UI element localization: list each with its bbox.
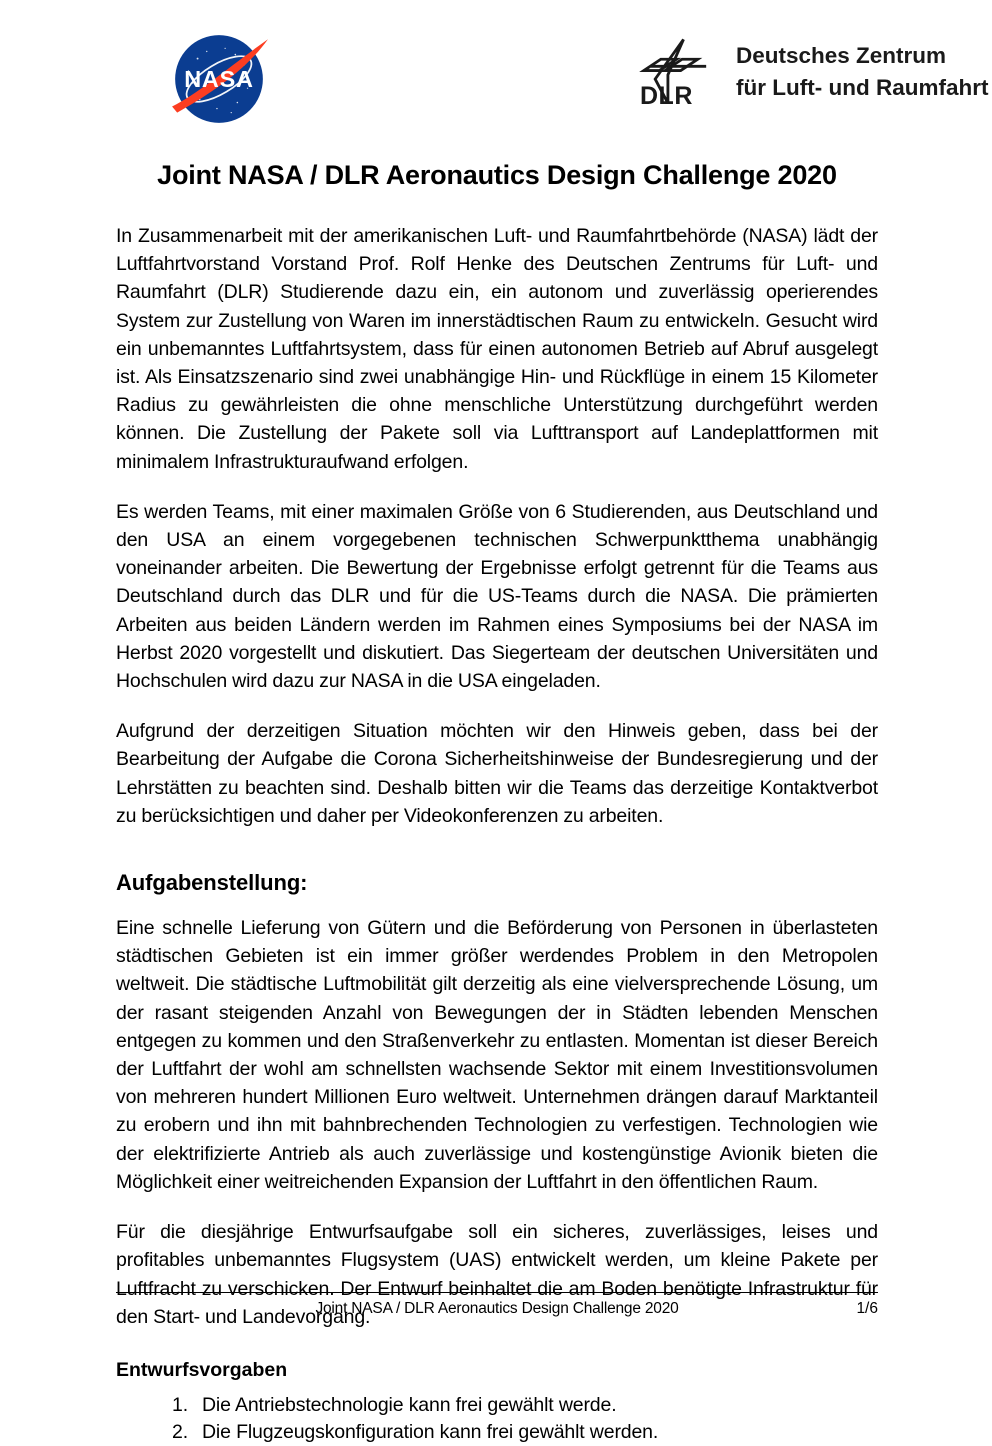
footer-page-number: 1/6 <box>856 1300 878 1317</box>
list-item: Die Flugzeugskonfiguration kann frei gewählt werden. <box>202 1420 659 1443</box>
design-requirements-list <box>116 1392 878 1446</box>
page-footer <box>116 1292 878 1322</box>
dlr-full-name <box>736 40 988 104</box>
intro-paragraph-3: Aufgrund der derzeitigen Situation möchten wir den Hinweis geben, dass bei der Bearbeitung der Aufgabe die Corona Sicherheitshinweise der Bundesregierung und der Lehrstätten zu beachten sind. Deshalb bitten wir die Teams das derzeitige Kontaktverbot zu berücksichtigen und daher per Videokonferenzen zu arbeiten. <box>116 720 878 827</box>
page-title: Joint NASA / DLR Aeronautics Design Challenge 2020 <box>157 160 837 190</box>
sub-heading-entwurfsvorgaben: Entwurfsvorgaben <box>116 1358 288 1381</box>
dlr-name-line-1: Deutsches Zentrum <box>736 43 947 68</box>
footer-title: Joint NASA / DLR Aeronautics Design Challenge 2020 <box>315 1300 679 1317</box>
footer-row <box>116 1298 878 1322</box>
dlr-wordmark: DLR <box>640 82 693 110</box>
dlr-name-line-2: für Luft- und Raumfahrt <box>736 75 989 100</box>
footer-divider <box>116 1292 878 1293</box>
section-heading-aufgabenstellung: Aufgabenstellung: <box>116 870 308 896</box>
intro-paragraph-1: In Zusammenarbeit mit der amerikanischen Luft- und Raumfahrtbehörde (NASA) lädt der Luftfahrtvorstand Vorstand Prof. Rolf Henke des Deutschen Zentrums für Luft- und Raumfahrt (DLR) Studierende dazu ein, ein autonom und zuverlässig operierendes System zur Zustellung von Waren im innerstädtischen Raum zu entwickeln. Gesucht wird ein unbemanntes Luftfahrtsystem, dass für einen autonomen Betrieb auf Abruf ausgelegt ist. Als Einsatzszenario sind zwei unabhängige Hin- und Rückflüge in einem 15 Kilometer Radius zu gewährleisten die ohne menschliche Unterstützung durchgeführt werden können. Die Zustellung der Pakete soll via Lufttransport auf Landeplattformen mit minimalem Infrastrukturaufwand erfolgen. <box>116 225 878 473</box>
logo-header <box>0 0 992 140</box>
nasa-wordmark: NASA <box>184 66 254 93</box>
nasa-logo <box>168 28 270 130</box>
dlr-logo <box>638 38 989 110</box>
document-content <box>116 158 878 1446</box>
task-paragraph-1: Eine schnelle Lieferung von Gütern und die Beförderung von Personen in überlasteten städtischen Gebieten ist ein immer größer werdendes Problem in den Metropolen weltweit. Die städtische Luftmobilität gilt derzeitig als eine vielversprechende Lösung, um der rasant steigenden Anzahl von Bewegungen der in Städten lebenden Menschen entgegen zu kommen und den Straßenverkehr zu entlasten. Momentan ist dieser Bereich der Luftfahrt der wohl am schnellsten wachsende Sektor mit einem Investitionsvolumen von mehreren hundert Millionen Euro weltweit. Unternehmen drängen darauf Marktanteil zu erobern und ihn mit bahnbrechenden Technologien zu verfestigen. Technologien wie der elektrifizierte Antrieb als auch zuverlässige und kostengünstige Avionik bieten die Möglichkeit einer weitreichenden Expansion der Luftfahrt in den öffentlichen Raum. <box>116 917 878 1193</box>
task-paragraph-2: Für die diesjährige Entwurfsaufgabe soll ein sicheres, zuverlässiges, leises und profitables unbemanntes Flugsystem (UAS) entwickelt werden, um kleine Pakete per Luftfracht zu verschicken. Der Entwurf beinhaltet die am Boden benötigte Infrastruktur für den Start- und Landevorgang. <box>116 1221 878 1328</box>
intro-paragraph-2: Es werden Teams, mit einer maximalen Größe von 6 Studierenden, aus Deutschland und den USA an einem vorgegebenen technischen Schwerpunktthema unabhängig voneinander arbeiten. Die Bewertung der Ergebnisse erfolgt getrennt für die Teams aus Deutschland durch das DLR und für die US-Teams durch die NASA. Die prämierten Arbeiten aus beiden Ländern werden im Rahmen eines Symposiums bei der NASA im Herbst 2020 vorgestellt und diskutiert. Das Siegerteam der deutschen Universitäten und Hochschulen wird dazu zur NASA in die USA eingeladen. <box>116 500 878 693</box>
list-item: Die Antriebstechnologie kann frei gewählt werde. <box>202 1393 617 1416</box>
